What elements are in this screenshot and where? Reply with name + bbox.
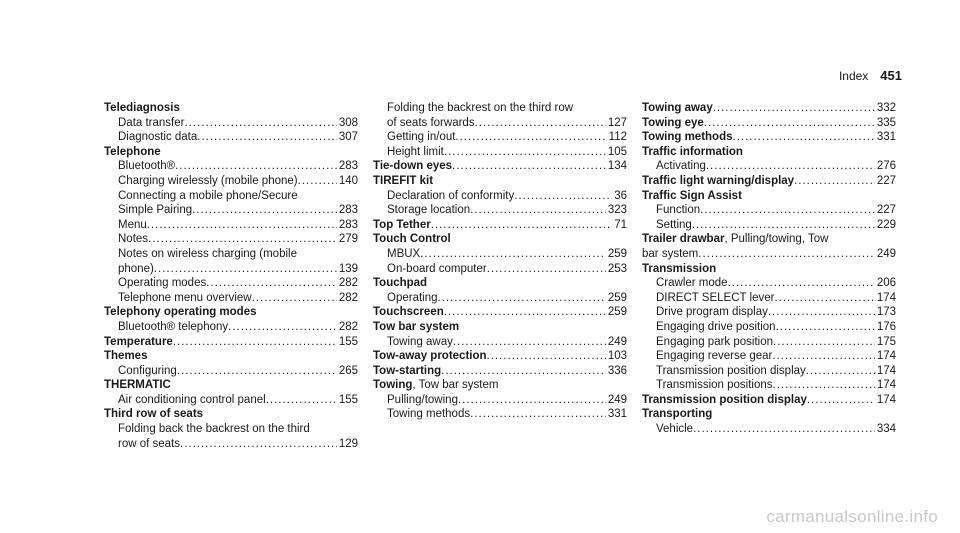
subentry-text[interactable]: Drive program display: [656, 306, 768, 319]
index-column-1: [104, 101, 358, 451]
dot-leader: [438, 291, 606, 306]
index-subentry: [104, 174, 358, 189]
dot-leader: [298, 174, 337, 189]
index-term[interactable]: THERMATIC: [104, 379, 171, 392]
index-entry: [642, 232, 896, 261]
index-term[interactable]: Tow-starting: [373, 364, 442, 377]
dot-leader: [252, 291, 337, 306]
dot-leader: [693, 422, 875, 437]
subentry-text[interactable]: of seats forwards: [387, 116, 475, 129]
subentry-text[interactable]: phone): [118, 262, 154, 275]
page-ref[interactable]: 249: [876, 247, 896, 260]
page-ref[interactable]: 174: [876, 350, 896, 363]
page-ref[interactable]: 331: [607, 408, 627, 421]
dot-leader: [177, 364, 337, 379]
page-ref[interactable]: 134: [607, 160, 627, 173]
dot-leader: [698, 247, 875, 262]
index-column-3: [642, 101, 896, 437]
dot-leader: [470, 407, 606, 422]
page-ref[interactable]: 283: [338, 160, 358, 173]
index-term-line: [642, 262, 896, 277]
index-subentry: [373, 262, 627, 277]
subentry-text[interactable]: Operating modes: [118, 277, 207, 290]
index-subentry: [104, 437, 358, 452]
subentry-text[interactable]: On-board computer: [387, 262, 487, 275]
subentry-text[interactable]: Getting in/out: [387, 131, 456, 144]
page-ref[interactable]: 279: [338, 233, 358, 246]
index-term-line: [642, 393, 896, 408]
subentry-text[interactable]: Diagnostic data: [118, 131, 198, 144]
subentry-text[interactable]: Notes on wireless charging (mobile: [118, 247, 297, 260]
index-subentry: [104, 364, 358, 379]
index-entry: [104, 145, 358, 306]
dot-leader: [228, 320, 337, 335]
index-subentry: [373, 189, 627, 204]
dot-leader: [806, 364, 875, 379]
index-term[interactable]: Telediagnosis: [104, 102, 180, 114]
subentry-text[interactable]: Setting: [656, 218, 692, 231]
index-entry: [373, 218, 627, 233]
index-term-line: [373, 349, 627, 364]
subentry-text[interactable]: Function: [656, 204, 701, 217]
subentry-text[interactable]: bar system: [642, 247, 699, 260]
subentry-text[interactable]: Menu: [118, 218, 147, 231]
subentry-text[interactable]: Declaration of conformity: [387, 189, 515, 202]
index-entry: [104, 335, 358, 350]
index-subentry: [104, 116, 358, 131]
dot-leader: [713, 101, 875, 116]
subentry-text[interactable]: Towing away: [387, 335, 453, 348]
index-entry: [642, 262, 896, 393]
index-term[interactable]: Telephone: [104, 145, 161, 158]
page-ref[interactable]: 265: [338, 364, 358, 377]
page-ref[interactable]: 336: [607, 364, 627, 377]
index-term[interactable]: Traffic information: [642, 145, 743, 158]
index-term-line: [373, 320, 627, 335]
index-subentry: [642, 364, 896, 379]
dot-leader: [197, 130, 337, 145]
index-subentry: [104, 189, 358, 204]
dot-leader: [470, 203, 606, 218]
index-term[interactable]: Towing methods: [642, 131, 733, 144]
index-subentry: [373, 393, 627, 408]
index-subentry: [642, 378, 896, 393]
index-term[interactable]: TIREFIT kit: [373, 174, 434, 187]
dot-leader: [773, 335, 875, 350]
index-term-line: [104, 407, 358, 422]
index-entry: [642, 393, 896, 408]
index-subentry: [373, 407, 627, 422]
index-entry: [642, 189, 896, 233]
index-entry: [373, 159, 627, 174]
index-subentry: [104, 262, 358, 277]
subentry-text[interactable]: Configuring: [118, 364, 177, 377]
page-ref[interactable]: 307: [338, 131, 358, 144]
index-term-line: [104, 335, 358, 350]
index-term-line: [373, 232, 627, 247]
subentry-text[interactable]: MBUX: [387, 247, 421, 260]
subentry-text[interactable]: DIRECT SELECT lever: [656, 291, 775, 304]
index-subentry: [373, 116, 627, 131]
index-term-line: [373, 305, 627, 320]
subentry-text[interactable]: Storage location: [387, 204, 471, 217]
subentry-text[interactable]: Vehicle: [656, 423, 694, 436]
index-subentry: [642, 305, 896, 320]
index-term-line: [373, 174, 627, 189]
page-ref[interactable]: 174: [876, 364, 896, 377]
page-ref[interactable]: 283: [338, 204, 358, 217]
index-subentry: [104, 232, 358, 247]
index-subentry: [104, 393, 358, 408]
subentry-text[interactable]: Engaging reverse gear: [656, 350, 773, 363]
page-ref[interactable]: 105: [607, 145, 627, 158]
index-subentry: [104, 291, 358, 306]
index-term[interactable]: Touchscreen: [373, 306, 444, 319]
dot-leader: [154, 262, 337, 277]
dot-leader: [444, 305, 606, 320]
subentry-text[interactable]: Engaging drive position: [656, 320, 776, 333]
page-ref[interactable]: 253: [607, 262, 627, 275]
dot-leader: [455, 130, 606, 145]
subentry-text[interactable]: Bluetooth®: [118, 160, 176, 173]
index-subentry: [642, 422, 896, 437]
index-entry: [373, 276, 627, 305]
subentry-text[interactable]: Notes: [118, 233, 149, 246]
subentry-text[interactable]: Pulling/towing: [387, 393, 458, 406]
index-term-line: [104, 101, 358, 116]
dot-leader: [706, 159, 875, 174]
dot-leader: [807, 393, 875, 408]
page-ref[interactable]: 71: [614, 218, 627, 231]
index-subentry: [373, 335, 627, 350]
subentry-text[interactable]: Operating: [387, 291, 438, 304]
index-entry: [373, 320, 627, 349]
dot-leader: [487, 349, 606, 364]
index-term-line: [104, 305, 358, 320]
index-subentry: [373, 145, 627, 160]
page-ref[interactable]: 259: [607, 291, 627, 304]
index-entry: [104, 378, 358, 407]
index-entry: [642, 116, 896, 131]
index-term-line: [373, 378, 627, 393]
page-ref[interactable]: 282: [338, 291, 358, 304]
index-term[interactable]: Transporting: [642, 408, 713, 421]
index-subentry: [104, 247, 358, 262]
dot-leader: [452, 159, 606, 174]
index-term-line: [642, 174, 896, 189]
index-term[interactable]: Towing eye: [642, 116, 704, 129]
subentry-text[interactable]: Charging wirelessly (mobile phone): [118, 174, 298, 187]
index-term[interactable]: Top Tether: [373, 218, 431, 231]
index-entry: [642, 130, 896, 145]
index-term-suffix: , Pulling/towing, Tow: [724, 233, 829, 246]
dot-leader: [175, 159, 337, 174]
subentry-text[interactable]: Height limit: [387, 145, 444, 158]
page-ref[interactable]: 334: [876, 423, 896, 436]
subentry-text[interactable]: Data transfer: [118, 116, 185, 129]
dot-leader: [192, 203, 337, 218]
index-term[interactable]: Temperature: [104, 335, 173, 348]
subentry-text[interactable]: Transmission position display: [656, 364, 806, 377]
index-entry: [373, 305, 627, 320]
index-entry: [373, 174, 627, 218]
page-ref[interactable]: 174: [876, 379, 896, 392]
page-ref[interactable]: 227: [876, 174, 896, 187]
index-term-line: [104, 349, 358, 364]
page-ref[interactable]: 227: [876, 204, 896, 217]
page-ref[interactable]: 308: [338, 116, 358, 129]
index-term[interactable]: Transmission position display: [642, 393, 807, 406]
subentry-text[interactable]: Towing methods: [387, 408, 471, 421]
dot-leader: [420, 247, 606, 262]
page-ref[interactable]: 112: [608, 131, 627, 144]
index-term-line: [373, 364, 627, 379]
dot-leader: [444, 145, 606, 160]
index-subentry: [642, 247, 896, 262]
dot-leader: [266, 393, 337, 408]
dot-leader: [733, 130, 875, 145]
page-ref[interactable]: 332: [876, 102, 896, 114]
index-subentry: [642, 203, 896, 218]
index-term-line: [642, 145, 896, 160]
page-ref[interactable]: 140: [338, 174, 358, 187]
index-subentry: [642, 159, 896, 174]
header-label: Index: [838, 69, 869, 83]
dot-leader: [431, 218, 612, 233]
index-entry: [104, 305, 358, 334]
page-ref[interactable]: 282: [338, 277, 358, 290]
index-subentry: [104, 159, 358, 174]
index-term[interactable]: Traffic Sign Assist: [642, 189, 742, 202]
dot-leader: [180, 437, 337, 452]
index-term[interactable]: Tow-away protection: [373, 350, 487, 363]
index-term[interactable]: Tow bar system: [373, 320, 460, 333]
page-ref[interactable]: 175: [876, 335, 896, 348]
index-term-line: [642, 101, 896, 116]
index-subentry: [373, 130, 627, 145]
dot-leader: [773, 378, 875, 393]
index-subentry: [642, 218, 896, 233]
subentry-text[interactable]: row of seats: [118, 437, 180, 450]
index-subentry: [642, 320, 896, 335]
index-entry: [642, 145, 896, 174]
index-term[interactable]: Trailer drawbar: [642, 233, 725, 246]
page-ref[interactable]: 155: [338, 335, 358, 348]
index-entry: [373, 364, 627, 379]
subentry-text[interactable]: Simple Pairing: [118, 204, 193, 217]
index-subentry: [104, 130, 358, 145]
page-ref[interactable]: 323: [607, 204, 627, 217]
index-term-line: [642, 232, 896, 247]
subentry-text[interactable]: Activating: [656, 160, 706, 173]
subentry-text[interactable]: Engaging park position: [656, 335, 773, 348]
index-subentry: [373, 247, 627, 262]
page-ref[interactable]: 206: [876, 277, 896, 290]
dot-leader: [475, 116, 606, 131]
index-term-line: [104, 378, 358, 393]
index-subentry: [373, 203, 627, 218]
index-entry: [104, 101, 358, 145]
index-term-line: [373, 276, 627, 291]
index-term-line: [373, 159, 627, 174]
index-entry: [104, 407, 358, 451]
page-ref[interactable]: 276: [876, 160, 896, 173]
subentry-text[interactable]: Transmission positions: [656, 379, 773, 392]
page-ref[interactable]: 229: [876, 218, 896, 231]
page-ref[interactable]: 249: [607, 335, 627, 348]
index-term[interactable]: Tie-down eyes: [373, 160, 453, 173]
index-term[interactable]: Telephony operating modes: [104, 306, 257, 319]
index-term-line: [373, 218, 627, 233]
index-entry: [373, 349, 627, 364]
dot-leader: [147, 218, 337, 233]
page-ref[interactable]: 139: [338, 262, 358, 275]
page-ref[interactable]: 259: [607, 306, 627, 319]
dot-leader: [692, 218, 875, 233]
dot-leader: [704, 116, 875, 131]
subentry-text[interactable]: Connecting a mobile phone/Secure: [118, 189, 298, 202]
page-ref[interactable]: 129: [338, 437, 358, 450]
index-term[interactable]: Third row of seats: [104, 408, 204, 421]
dot-leader: [206, 276, 337, 291]
page-ref[interactable]: 249: [607, 393, 627, 406]
index-term[interactable]: Towing away: [642, 102, 713, 114]
index-entry: [373, 232, 627, 276]
index-term[interactable]: Towing: [373, 379, 413, 392]
dot-leader: [441, 364, 606, 379]
dot-leader: [794, 174, 875, 189]
page-ref[interactable]: 335: [876, 116, 896, 129]
index-term-suffix: , Tow bar system: [412, 379, 499, 392]
subentry-text[interactable]: Bluetooth® telephony: [118, 320, 229, 333]
dot-leader: [728, 276, 875, 291]
index-term-line: [642, 407, 896, 422]
index-column-2: [373, 101, 627, 422]
index-subentry: [642, 276, 896, 291]
page-ref[interactable]: 155: [338, 393, 358, 406]
index-term[interactable]: Themes: [104, 350, 148, 363]
watermark: carmanualsonline.info: [766, 507, 938, 526]
index-subentry: [642, 349, 896, 364]
index-subentry: [104, 276, 358, 291]
index-term-line: [642, 130, 896, 145]
page-ref[interactable]: 36: [614, 189, 627, 202]
page-ref[interactable]: 176: [876, 320, 896, 333]
dot-leader: [768, 305, 875, 320]
subentry-text[interactable]: Air conditioning control panel: [118, 393, 266, 406]
index-term-line: [104, 145, 358, 160]
index-term-line: [642, 116, 896, 131]
subentry-text[interactable]: Folding back the backrest on the third: [118, 423, 310, 436]
dot-leader: [148, 232, 337, 247]
subentry-text[interactable]: Telephone menu overview: [118, 291, 252, 304]
index-term[interactable]: Transmission: [642, 262, 717, 275]
subentry-text[interactable]: Crawler mode: [656, 277, 728, 290]
page-header: [839, 68, 902, 83]
index-term[interactable]: Touch Control: [373, 233, 451, 246]
page-ref[interactable]: 174: [876, 291, 896, 304]
page-ref[interactable]: 127: [607, 116, 627, 129]
page-ref[interactable]: 173: [876, 306, 896, 319]
dot-leader: [453, 335, 606, 350]
page-ref[interactable]: 103: [607, 350, 627, 363]
index-subentry: [373, 101, 627, 116]
index-entry: [104, 349, 358, 378]
index-entry: [642, 407, 896, 436]
index-subentry: [104, 422, 358, 437]
index-subentry: [642, 291, 896, 306]
dot-leader: [458, 393, 606, 408]
page-ref[interactable]: 174: [876, 393, 896, 406]
subentry-text[interactable]: Folding the backrest on the third row: [387, 102, 574, 114]
page-number: 451: [880, 68, 902, 83]
page-ref[interactable]: 282: [338, 320, 358, 333]
dot-leader: [514, 189, 612, 204]
dot-leader: [184, 116, 336, 131]
dot-leader: [774, 291, 874, 306]
index-entry: [373, 378, 627, 422]
index-entry: [642, 101, 896, 116]
dot-leader: [772, 349, 874, 364]
index-subentry: [373, 291, 627, 306]
index-subentry: [642, 335, 896, 350]
dot-leader: [776, 320, 875, 335]
index-subentry: [104, 320, 358, 335]
page-ref[interactable]: 283: [338, 218, 358, 231]
index-subentry: [104, 203, 358, 218]
page-ref[interactable]: 331: [876, 131, 896, 144]
index-entry: [642, 174, 896, 189]
index-entry: [373, 101, 627, 159]
index-subentry: [104, 218, 358, 233]
dot-leader: [173, 335, 337, 350]
index-term[interactable]: Traffic light warning/display: [642, 174, 795, 187]
index-term-line: [642, 189, 896, 204]
page-ref[interactable]: 259: [607, 247, 627, 260]
dot-leader: [487, 262, 606, 277]
index-term[interactable]: Touchpad: [373, 277, 428, 290]
dot-leader: [700, 203, 875, 218]
